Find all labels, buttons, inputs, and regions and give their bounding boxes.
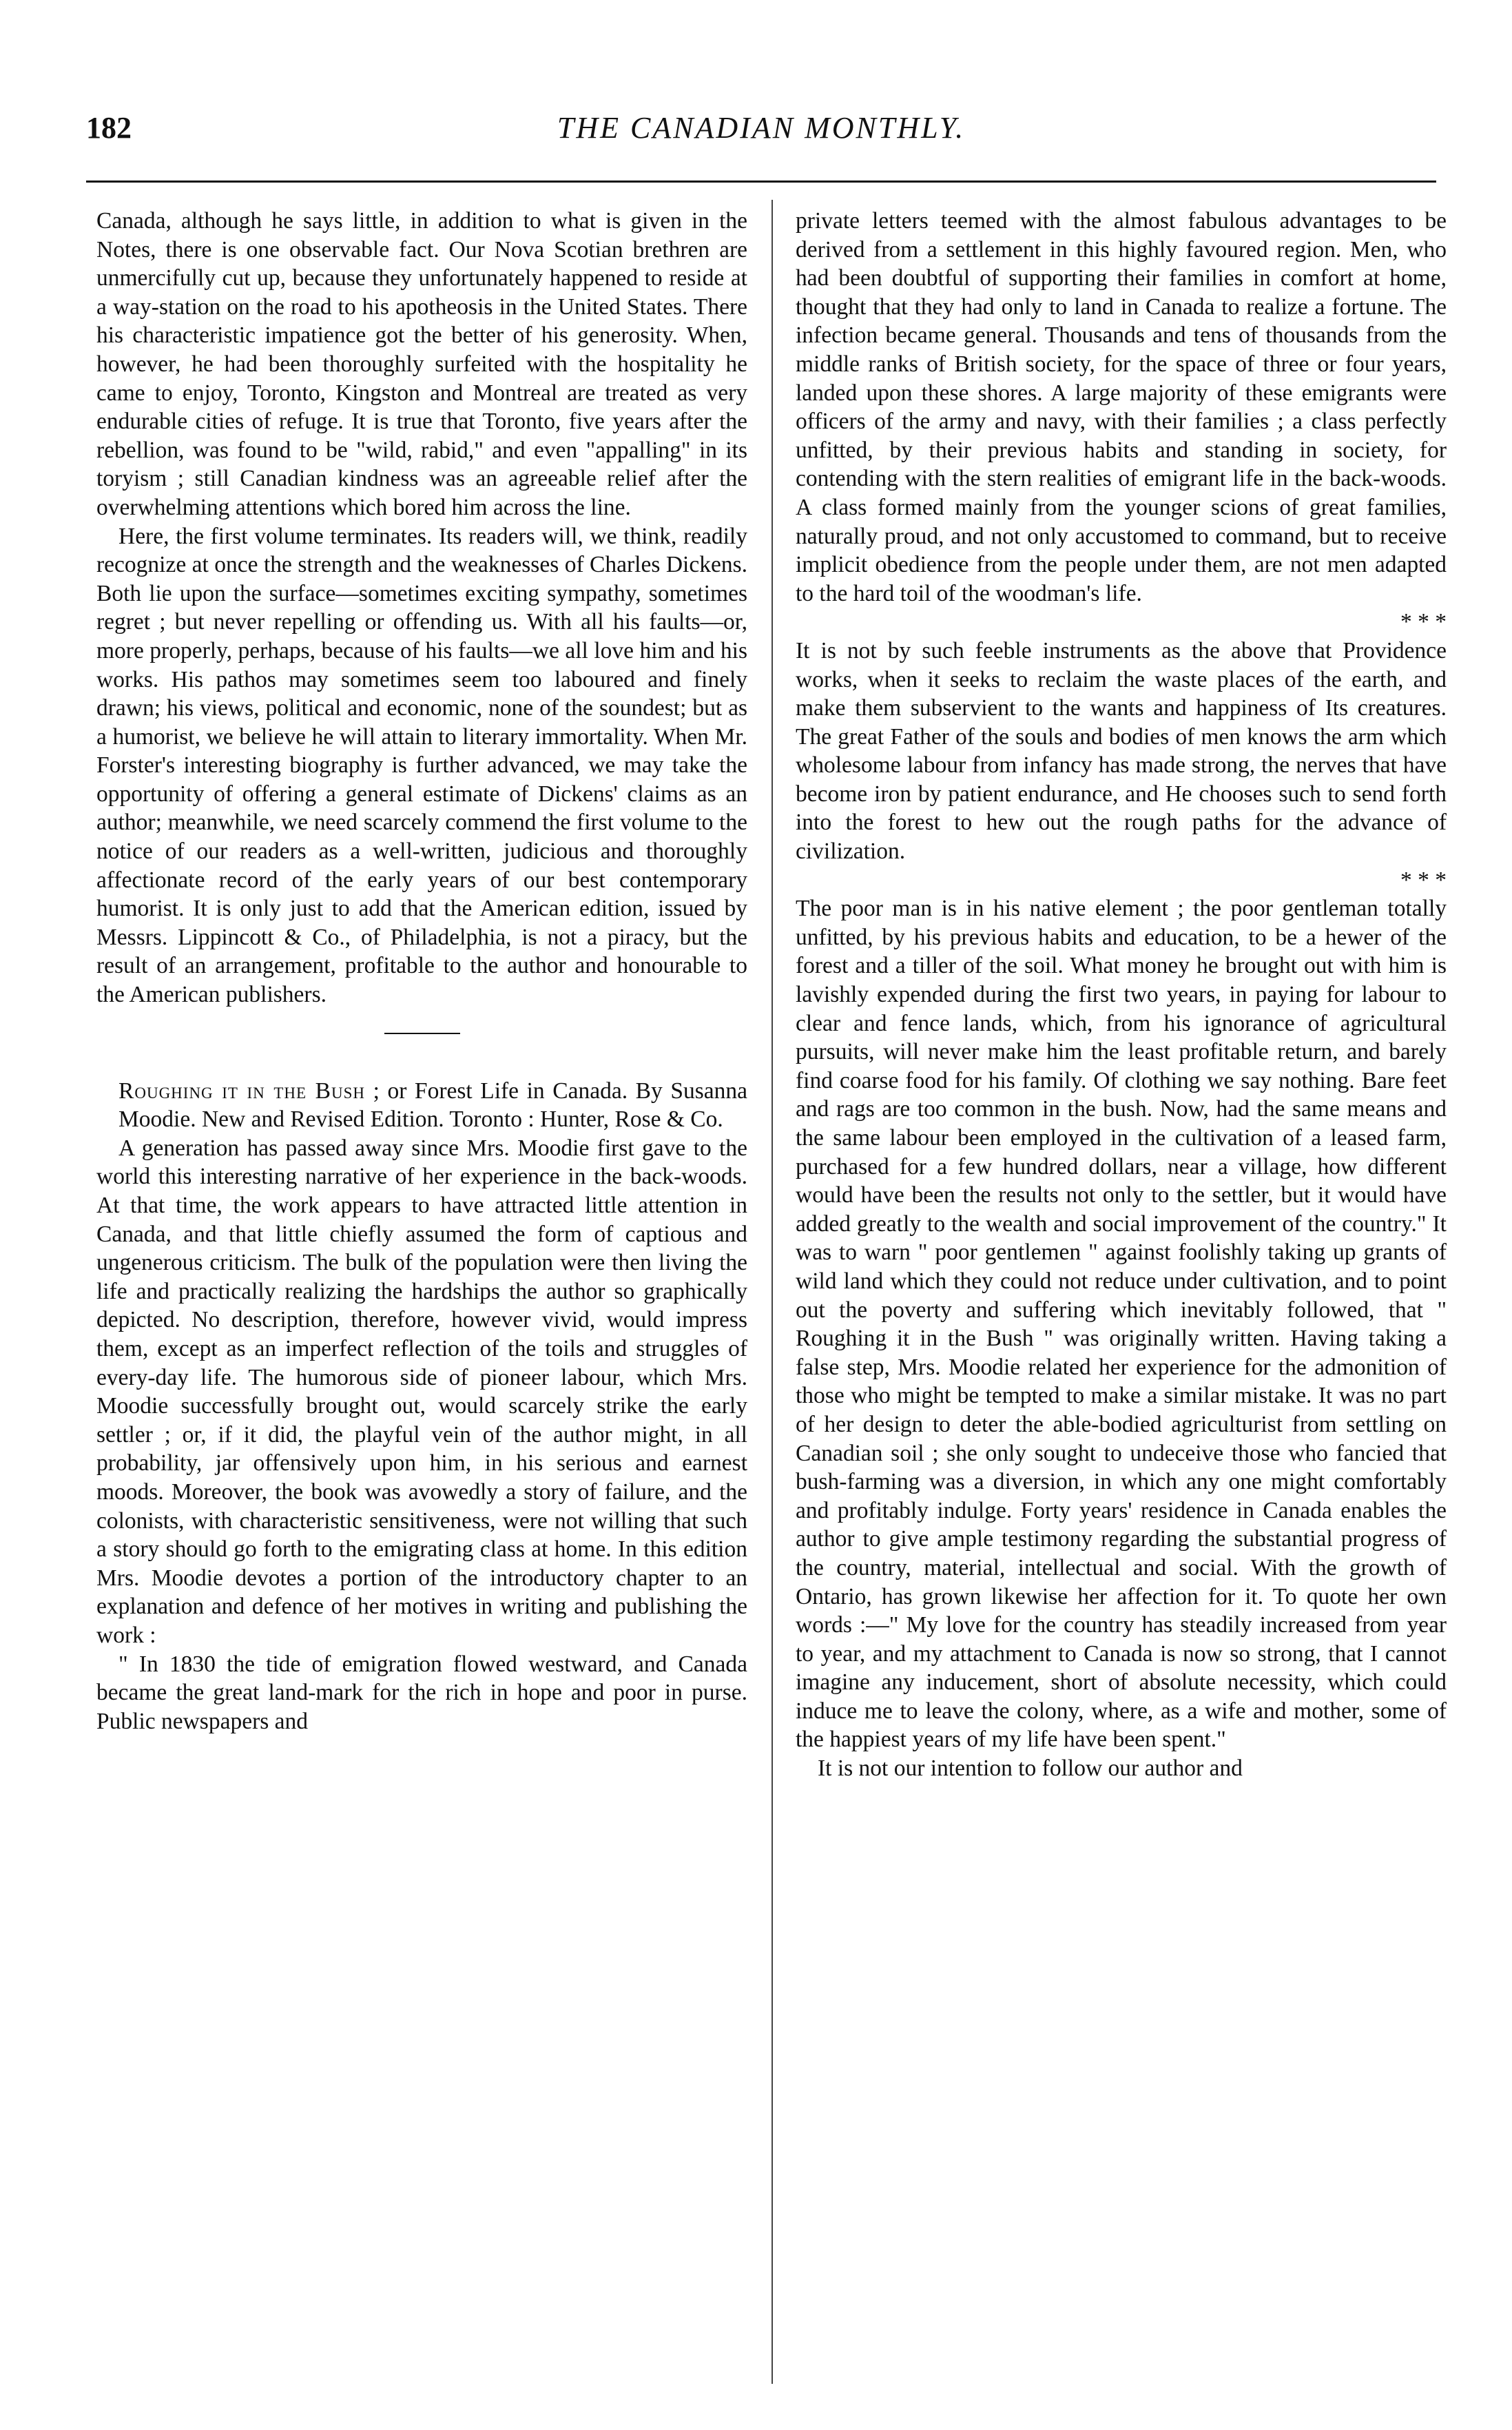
section-separator	[384, 1033, 460, 1034]
asterism-2: * * *	[1400, 867, 1447, 893]
right-paragraph-4: It is not our intention to follow our author and	[818, 1755, 1243, 1782]
left-paragraph-3: A generation has passed away since Mrs. Moodie first gave to the world this interesting narrative of her experience in the back-woods. At that time, the work appears to have attracted little attention in Canada, and that little chiefly assumed the form of captious and ungenerous criticism. The bulk of the population were then living the life and practically realizing the hardships the author so graphically depicted. No description, therefore, however vivid, would impress them, except as an imperfect reflection of the toils and struggles of every-day life. The humorous side of pioneer labour, which Mrs. Moodie successfully brought out, would scarcely strike the early settler ; or, if it did, the playful vein of the author might, in all probability, jar offensively upon him, in his serious and earnest moods. Moreover, the book was avowedly a story of failure, and the colonists, with characteristic sensitiveness, were not willing that such a story should go forth to the emigrating class at home. In this edition Mrs. Moodie devotes a portion of the introductory chapter to an explanation and defence of her motives in writing and publishing the work :	[96, 1135, 747, 1648]
left-column	[96, 207, 747, 1736]
header-rule	[86, 181, 1436, 183]
review-book-title: Roughing it in the Bush	[118, 1078, 365, 1104]
page-number: 182	[86, 111, 132, 145]
asterism-1: * * *	[1400, 609, 1447, 635]
column-divider	[771, 200, 773, 2384]
left-paragraph-2: Here, the first volume terminates. Its readers will, we think, readily recognize at once the strength and the weaknesses of Charles Dickens. Both lie upon the surface—sometimes exciting sympathy, sometimes regret ; but never repelling or offending us. With all his faults—or, more properly, perhaps, because of his faults—we all love him and his works. His pathos may sometimes seem too laboured and finely drawn; his views, political and economic, none of the soundest; but as a humorist, we believe he will attain to literary immortality. When Mr. Forster's interesting biography is further advanced, we may take the opportunity of offering a general estimate of Dickens' claims as an author; meanwhile, we need scarcely commend the first volume to the notice of our readers as a well-written, judicious and thoroughly affectionate record of the early years of our best contemporary humorist. It is only just to add that the American edition, issued by Messrs. Lippincott & Co., of Philadelphia, is not a piracy, but the result of an arrangement, profitable to the author and honourable to the American publishers.	[96, 523, 747, 1008]
running-title: THE CANADIAN MONTHLY.	[557, 111, 966, 145]
right-paragraph-3: The poor man is in his native element ; the poor gentleman totally unfitted, by his previous habits and education, to be a hewer of the forest and a tiller of the soil. What money he brought out with him is lavishly expended during the first two years, in paying for labour to clear and fence lands, which, from his ignorance of agricultural pursuits, will never make him the least profitable return, and barely find coarse food for his family. Of clothing we say nothing. Bare feet and rags are too common in the bush. Now, had the same means and the same labour been employed in the cultivation of a leased farm, purchased for a few hundred dollars, near a village, how different would have been the results not only to the settler, but it would have added greatly to the wealth and social improvement of the country." It was to warn " poor gentlemen " against foolishly taking up grants of wild land which they could not reduce under cultivation, and to point out the poverty and suffering which inevitably followed, that " Roughing it in the Bush " was originally written. Having taking a false step, Mrs. Moodie related her experience for the admonition of those who might be tempted to make a similar mistake. It was no part of her design to deter the able-bodied agriculturist from settling on Canadian soil ; she only sought to undeceive those who fancied that bush-farming was a diversion, in which any one might comfortably and profitably indulge. Forty years' residence in Canada enables the author to give ample testimony regarding the substantial progress of the country, material, intellectual and social. With the growth of Ontario, has grown likewise her affection for it. To quote her own words :—" My love for the country has steadily increased from year to year, and my attachment to Canada is now so strong, that I cannot imagine any inducement, short of absolute necessity, which could induce me to leave the colony, where, as a wife and mother, some of the happiest years of my life have been spent."	[796, 896, 1447, 1753]
right-paragraph-1: private letters teemed with the almost fabulous advantages to be derived from a settlement in this highly favoured region. Men, who had been doubtful of supporting their families in comfort at home, thought that they had only to land in Canada to realize a fortune. The infection became general. Thousands and tens of thousands from the middle ranks of British society, for the space of three or four years, landed upon these shores. A large majority of these emigrants were officers of the army and navy, with their families ; a class perfectly unfitted, by their previous habits and standing in society, for contending with the stern realities of emigrant life in the back-woods. A class formed mainly from the younger scions of great families, naturally proud, and not only accustomed to command, but to receive implicit obedience from the people under them, are not men adapted to the hard toil of the woodman's life.	[796, 208, 1447, 606]
page-header	[86, 105, 1436, 160]
review-book-details: ; or Forest Life in Canada. By Susanna Moodie. New and Revised Edition. Toronto : Hunter, Rose & Co.	[118, 1078, 747, 1133]
left-paragraph-4: " In 1830 the tide of emigration flowed westward, and Canada became the great land-mark for the rich in hope and poor in purse. Public newspapers and	[96, 1651, 747, 1734]
right-paragraph-2: It is not by such feeble instruments as the above that Providence works, when it seeks to reclaim the waste places of the earth, and make them subservient to the wants and happiness of Its creatures. The great Father of the souls and bodies of men knows the arm which wholesome labour from infancy has made strong, the nerves that have become iron by patient endurance, and He chooses such to send forth into the forest to hew out the rough paths for the advance of civilization.	[796, 637, 1447, 865]
review-heading	[96, 1077, 747, 1134]
left-paragraph-1: Canada, although he says little, in addition to what is given in the Notes, there is one observable fact. Our Nova Scotian brethren are unmercifully cut up, because they unfortunately happened to reside at a way-station on the road to his apotheosis in the United States. There his characteristic impatience got the better of his generosity. When, however, he had been thoroughly surfeited with the hospitality he came to enjoy, Toronto, Kingston and Montreal are treated as very endurable cities of refuge. It is true that Toronto, five years after the rebellion, was found to be "wild, rabid," and even "appalling" in its toryism ; still Canadian kindness was an agreeable relief after the overwhelming attentions which bored him across the line.	[96, 208, 747, 520]
right-column	[796, 207, 1447, 1783]
